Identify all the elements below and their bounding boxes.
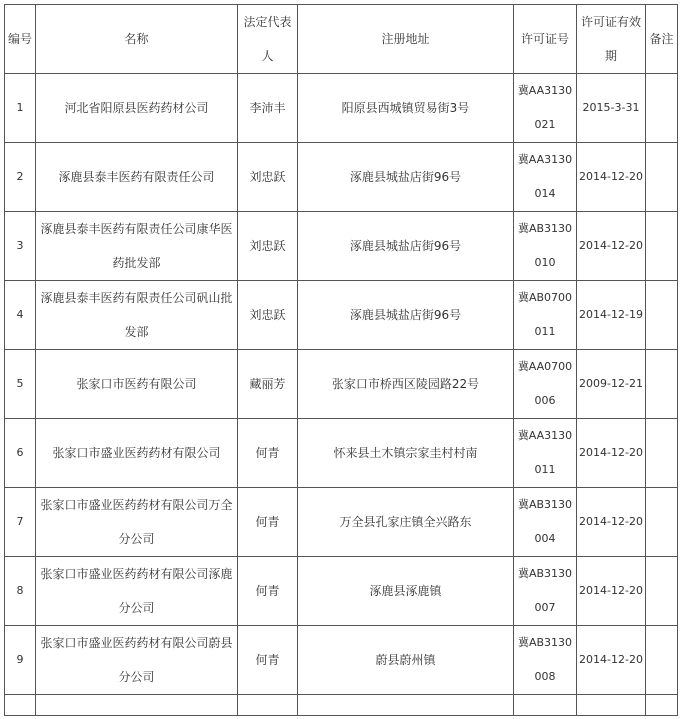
- cell-valid: 2014-12-20: [577, 626, 646, 695]
- cell-name: 张家口市盛业医药药材有限公司: [36, 419, 238, 488]
- cell-empty: [36, 695, 238, 716]
- cell-note: [646, 557, 678, 626]
- cell-name: 涿鹿县泰丰医药有限责任公司矾山批发部: [36, 281, 238, 350]
- cell-valid: 2014-12-20: [577, 557, 646, 626]
- cell-lic: 冀AB0700011: [514, 281, 577, 350]
- cell-valid: 2014-12-20: [577, 212, 646, 281]
- cell-lic: 冀AB3130010: [514, 212, 577, 281]
- cell-name: 河北省阳原县医药药材公司: [36, 74, 238, 143]
- table-row: [5, 143, 678, 212]
- cell-note: [646, 74, 678, 143]
- header-name: 名称: [36, 5, 238, 74]
- header-rep: 法定代表人: [238, 5, 298, 74]
- cell-addr: 阳原县西城镇贸易街3号: [298, 74, 514, 143]
- cell-num: 6: [5, 419, 36, 488]
- cell-empty: [238, 695, 298, 716]
- cell-note: [646, 419, 678, 488]
- header-valid: 许可证有效期: [577, 5, 646, 74]
- cell-addr: 蔚县蔚州镇: [298, 626, 514, 695]
- table-row: [5, 74, 678, 143]
- cell-num: 5: [5, 350, 36, 419]
- table-row-partial: [5, 695, 678, 716]
- table-row: [5, 488, 678, 557]
- cell-name: 张家口市医药有限公司: [36, 350, 238, 419]
- cell-name: 张家口市盛业医药药材有限公司蔚县分公司: [36, 626, 238, 695]
- header-note: 备注: [646, 5, 678, 74]
- cell-num: 4: [5, 281, 36, 350]
- cell-lic: 冀AB3130007: [514, 557, 577, 626]
- header-num: 编号: [5, 5, 36, 74]
- cell-addr: 涿鹿县涿鹿镇: [298, 557, 514, 626]
- cell-lic: 冀AB3130008: [514, 626, 577, 695]
- cell-num: 7: [5, 488, 36, 557]
- cell-empty: [298, 695, 514, 716]
- cell-name: 涿鹿县泰丰医药有限责任公司: [36, 143, 238, 212]
- cell-valid: 2015-3-31: [577, 74, 646, 143]
- cell-empty: [646, 695, 678, 716]
- cell-rep: 刘忠跃: [238, 212, 298, 281]
- cell-addr: 万全县孔家庄镇全兴路东: [298, 488, 514, 557]
- cell-lic: 冀AA0700006: [514, 350, 577, 419]
- cell-addr: 涿鹿县城盐店街96号: [298, 281, 514, 350]
- license-table: [4, 4, 678, 716]
- cell-rep: 何青: [238, 488, 298, 557]
- cell-valid: 2014-12-20: [577, 419, 646, 488]
- cell-addr: 涿鹿县城盐店街96号: [298, 143, 514, 212]
- table-row: [5, 557, 678, 626]
- cell-note: [646, 143, 678, 212]
- cell-lic: 冀AA3130021: [514, 74, 577, 143]
- table-row: [5, 419, 678, 488]
- cell-num: 9: [5, 626, 36, 695]
- cell-rep: 藏丽芳: [238, 350, 298, 419]
- header-lic: 许可证号: [514, 5, 577, 74]
- cell-name: 张家口市盛业医药药材有限公司涿鹿分公司: [36, 557, 238, 626]
- cell-name: 张家口市盛业医药药材有限公司万全分公司: [36, 488, 238, 557]
- cell-lic: 冀AA3130014: [514, 143, 577, 212]
- cell-valid: 2009-12-21: [577, 350, 646, 419]
- cell-note: [646, 281, 678, 350]
- header-addr: 注册地址: [298, 5, 514, 74]
- cell-rep: 刘忠跃: [238, 281, 298, 350]
- cell-addr: 怀来县土木镇宗家圭村村南: [298, 419, 514, 488]
- table-row: [5, 350, 678, 419]
- cell-num: 3: [5, 212, 36, 281]
- cell-rep: 刘忠跃: [238, 143, 298, 212]
- cell-addr: 涿鹿县城盐店街96号: [298, 212, 514, 281]
- table-row: [5, 626, 678, 695]
- cell-note: [646, 212, 678, 281]
- cell-rep: 何青: [238, 557, 298, 626]
- cell-empty: [5, 695, 36, 716]
- cell-num: 2: [5, 143, 36, 212]
- cell-note: [646, 488, 678, 557]
- cell-rep: 何青: [238, 419, 298, 488]
- cell-valid: 2014-12-19: [577, 281, 646, 350]
- cell-num: 1: [5, 74, 36, 143]
- cell-rep: 李沛丰: [238, 74, 298, 143]
- cell-lic: 冀AA3130011: [514, 419, 577, 488]
- table-row: [5, 212, 678, 281]
- cell-note: [646, 350, 678, 419]
- cell-valid: 2014-12-20: [577, 143, 646, 212]
- cell-valid: 2014-12-20: [577, 488, 646, 557]
- cell-empty: [514, 695, 577, 716]
- cell-name: 涿鹿县泰丰医药有限责任公司康华医药批发部: [36, 212, 238, 281]
- cell-lic: 冀AB3130004: [514, 488, 577, 557]
- cell-num: 8: [5, 557, 36, 626]
- cell-note: [646, 626, 678, 695]
- cell-empty: [577, 695, 646, 716]
- cell-rep: 何青: [238, 626, 298, 695]
- table-row: [5, 281, 678, 350]
- table-header-row: [5, 5, 678, 74]
- cell-addr: 张家口市桥西区陵园路22号: [298, 350, 514, 419]
